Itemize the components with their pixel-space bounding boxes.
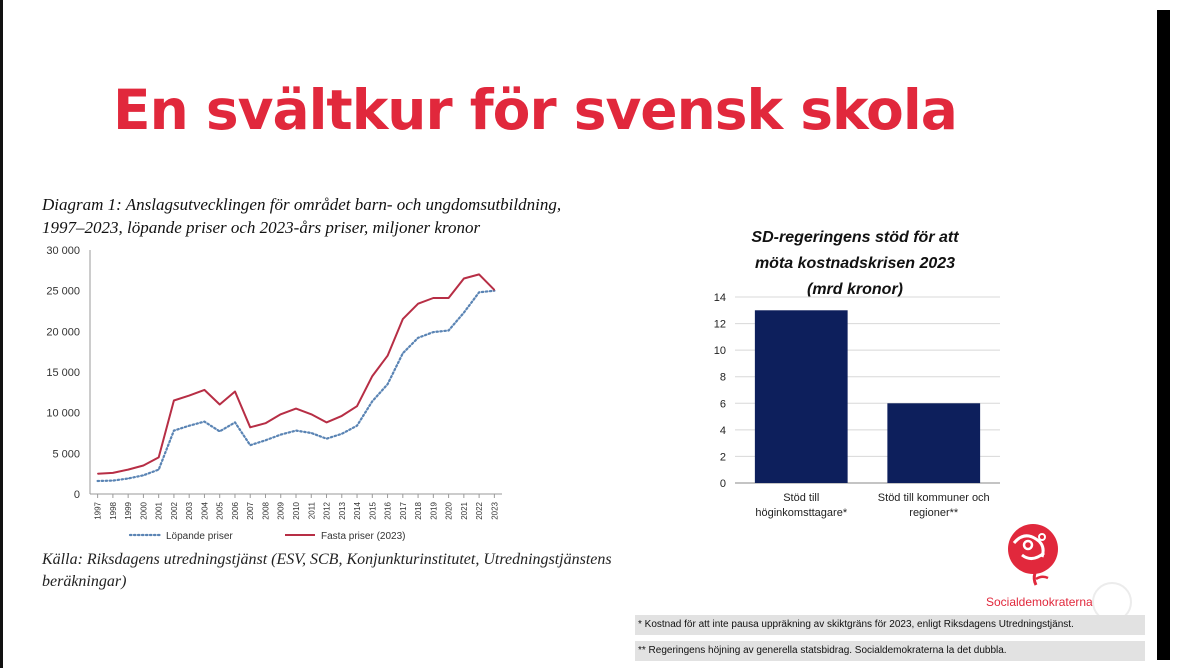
x-tick-label: 2013 bbox=[337, 502, 347, 520]
x-tick-label: 2020 bbox=[444, 502, 454, 520]
data-point bbox=[479, 274, 480, 275]
bar-chart-title-line-3: (mrd kronor) bbox=[807, 281, 903, 298]
data-point bbox=[234, 422, 235, 423]
y-tick-label: 8 bbox=[719, 371, 726, 384]
data-point bbox=[311, 432, 312, 433]
bar bbox=[887, 403, 980, 483]
y-tick-label: 2 bbox=[719, 451, 726, 464]
x-tick-label: 2019 bbox=[429, 502, 439, 520]
x-tick-label: 2014 bbox=[353, 502, 363, 520]
legend-label-fasta: Fasta priser (2023) bbox=[321, 531, 406, 542]
y-tick-label: 30 000 bbox=[46, 245, 80, 257]
data-point bbox=[219, 404, 220, 405]
x-tick-label: 2011 bbox=[307, 502, 317, 520]
data-point bbox=[143, 475, 144, 476]
data-point bbox=[128, 478, 129, 479]
x-tick-label: 2003 bbox=[185, 502, 195, 520]
data-point bbox=[463, 278, 464, 279]
data-point bbox=[295, 430, 296, 431]
y-tick-label: 4 bbox=[719, 424, 726, 437]
data-point bbox=[417, 337, 418, 338]
x-category-label: Stöd till bbox=[783, 492, 820, 504]
right-edge-bar bbox=[1157, 10, 1170, 660]
y-tick-label: 0 bbox=[73, 489, 80, 501]
data-point bbox=[280, 414, 281, 415]
rose-logo-icon bbox=[1002, 515, 1062, 587]
x-tick-label: 2021 bbox=[459, 502, 469, 520]
data-point bbox=[250, 427, 251, 428]
y-tick-label: 10 000 bbox=[46, 407, 80, 420]
data-point bbox=[372, 375, 373, 376]
data-point bbox=[173, 430, 174, 431]
data-point bbox=[265, 423, 266, 424]
x-tick-label: 1997 bbox=[93, 502, 103, 520]
data-point bbox=[311, 414, 312, 415]
y-tick-label: 10 bbox=[713, 345, 726, 358]
x-tick-label: 2009 bbox=[276, 502, 286, 520]
bar bbox=[755, 310, 848, 483]
data-point bbox=[448, 330, 449, 331]
slide-title: En svältkur för svensk skola bbox=[113, 78, 957, 142]
data-point bbox=[280, 434, 281, 435]
x-tick-label: 2012 bbox=[322, 502, 332, 520]
data-point bbox=[463, 312, 464, 313]
data-point bbox=[341, 433, 342, 434]
bar-chart bbox=[690, 285, 1020, 525]
x-tick-label: 2018 bbox=[414, 502, 424, 520]
bar-chart-title-line-1: SD-regeringens stöd för att bbox=[751, 229, 959, 246]
x-tick-label: 2016 bbox=[383, 502, 393, 520]
data-point bbox=[250, 445, 251, 446]
data-point bbox=[158, 469, 159, 470]
data-point bbox=[295, 408, 296, 409]
x-category-label: Stöd till kommuner och bbox=[877, 492, 990, 504]
data-point bbox=[356, 425, 357, 426]
data-point bbox=[189, 425, 190, 426]
line-chart bbox=[40, 238, 680, 558]
data-point bbox=[356, 406, 357, 407]
data-point bbox=[204, 389, 205, 390]
y-tick-label: 0 bbox=[719, 478, 726, 490]
x-tick-label: 2000 bbox=[139, 502, 149, 520]
x-category-label: höginkomsttagare* bbox=[755, 507, 848, 519]
y-tick-label: 25 000 bbox=[46, 285, 80, 298]
y-tick-label: 12 bbox=[713, 318, 726, 331]
data-point bbox=[189, 395, 190, 396]
footnote-2: ** Regeringens höjning av generella statsbidrag. Socialdemokraterna la det dubbla. bbox=[635, 641, 1145, 661]
x-tick-label: 2022 bbox=[475, 502, 485, 520]
data-point bbox=[433, 297, 434, 298]
data-point bbox=[204, 421, 205, 422]
data-point bbox=[112, 472, 113, 473]
data-point bbox=[479, 292, 480, 293]
data-point bbox=[372, 401, 373, 402]
data-point bbox=[128, 469, 129, 470]
x-category-label: regioner** bbox=[909, 507, 959, 519]
y-tick-label: 6 bbox=[719, 398, 726, 411]
x-tick-label: 2002 bbox=[169, 502, 179, 520]
data-point bbox=[341, 415, 342, 416]
x-tick-label: 2004 bbox=[200, 502, 210, 520]
data-point bbox=[143, 465, 144, 466]
source-line-1: Källa: Riksdagens utredningstjänst (ESV, SCB, Konjunkturinstitutet, Utredningstjänstens bbox=[42, 551, 612, 568]
x-tick-label: 2006 bbox=[230, 502, 240, 520]
line-chart-caption bbox=[42, 193, 682, 239]
y-tick-label: 20 000 bbox=[46, 326, 80, 339]
data-point bbox=[326, 422, 327, 423]
data-point bbox=[112, 480, 113, 481]
x-tick-label: 2017 bbox=[398, 502, 408, 520]
series-line-lopande-priser bbox=[98, 291, 495, 481]
source-note bbox=[42, 549, 642, 593]
data-point bbox=[402, 319, 403, 320]
x-tick-label: 2001 bbox=[154, 502, 164, 520]
data-point bbox=[417, 303, 418, 304]
legend-label-lopande: Löpande priser bbox=[166, 531, 233, 542]
data-point bbox=[433, 332, 434, 333]
caption-line-2: 1997–2023, löpande priser och 2023-års priser, miljoner kronor bbox=[42, 218, 481, 237]
x-tick-label: 2005 bbox=[215, 502, 225, 520]
data-point bbox=[97, 473, 98, 474]
data-point bbox=[234, 391, 235, 392]
footnote-1: * Kostnad för att inte pausa uppräkning av skiktgräns för 2023, enligt Riksdagens Utredningstjänst. bbox=[635, 615, 1145, 635]
data-point bbox=[265, 440, 266, 441]
caption-line-1: Diagram 1: Anslagsutvecklingen för området barn- och ungdomsutbildning, bbox=[42, 195, 562, 214]
data-point bbox=[494, 289, 495, 290]
data-point bbox=[97, 480, 98, 481]
logo-wordmark: Socialdemokraterna bbox=[986, 595, 1093, 609]
x-tick-label: 2023 bbox=[490, 502, 500, 520]
data-point bbox=[219, 431, 220, 432]
data-point bbox=[402, 353, 403, 354]
data-point bbox=[387, 384, 388, 385]
source-line-2: beräkningar) bbox=[42, 573, 127, 590]
x-tick-label: 1999 bbox=[124, 502, 134, 520]
x-tick-label: 2008 bbox=[261, 502, 271, 520]
data-point bbox=[173, 400, 174, 401]
bar-chart-title-line-2: möta kostnadskrisen 2023 bbox=[754, 255, 956, 272]
x-tick-label: 2015 bbox=[368, 502, 378, 520]
y-tick-label: 14 bbox=[713, 292, 726, 304]
data-point bbox=[448, 297, 449, 298]
data-point bbox=[158, 457, 159, 458]
x-tick-label: 2010 bbox=[292, 502, 301, 520]
x-tick-label: 2007 bbox=[246, 502, 256, 520]
data-point bbox=[326, 438, 327, 439]
series-line-fasta-priser bbox=[98, 274, 495, 473]
x-tick-label: 1998 bbox=[108, 502, 118, 520]
left-edge-bar bbox=[0, 0, 3, 668]
y-tick-label: 5 000 bbox=[52, 448, 80, 461]
y-tick-label: 15 000 bbox=[46, 367, 80, 379]
data-point bbox=[387, 355, 388, 356]
